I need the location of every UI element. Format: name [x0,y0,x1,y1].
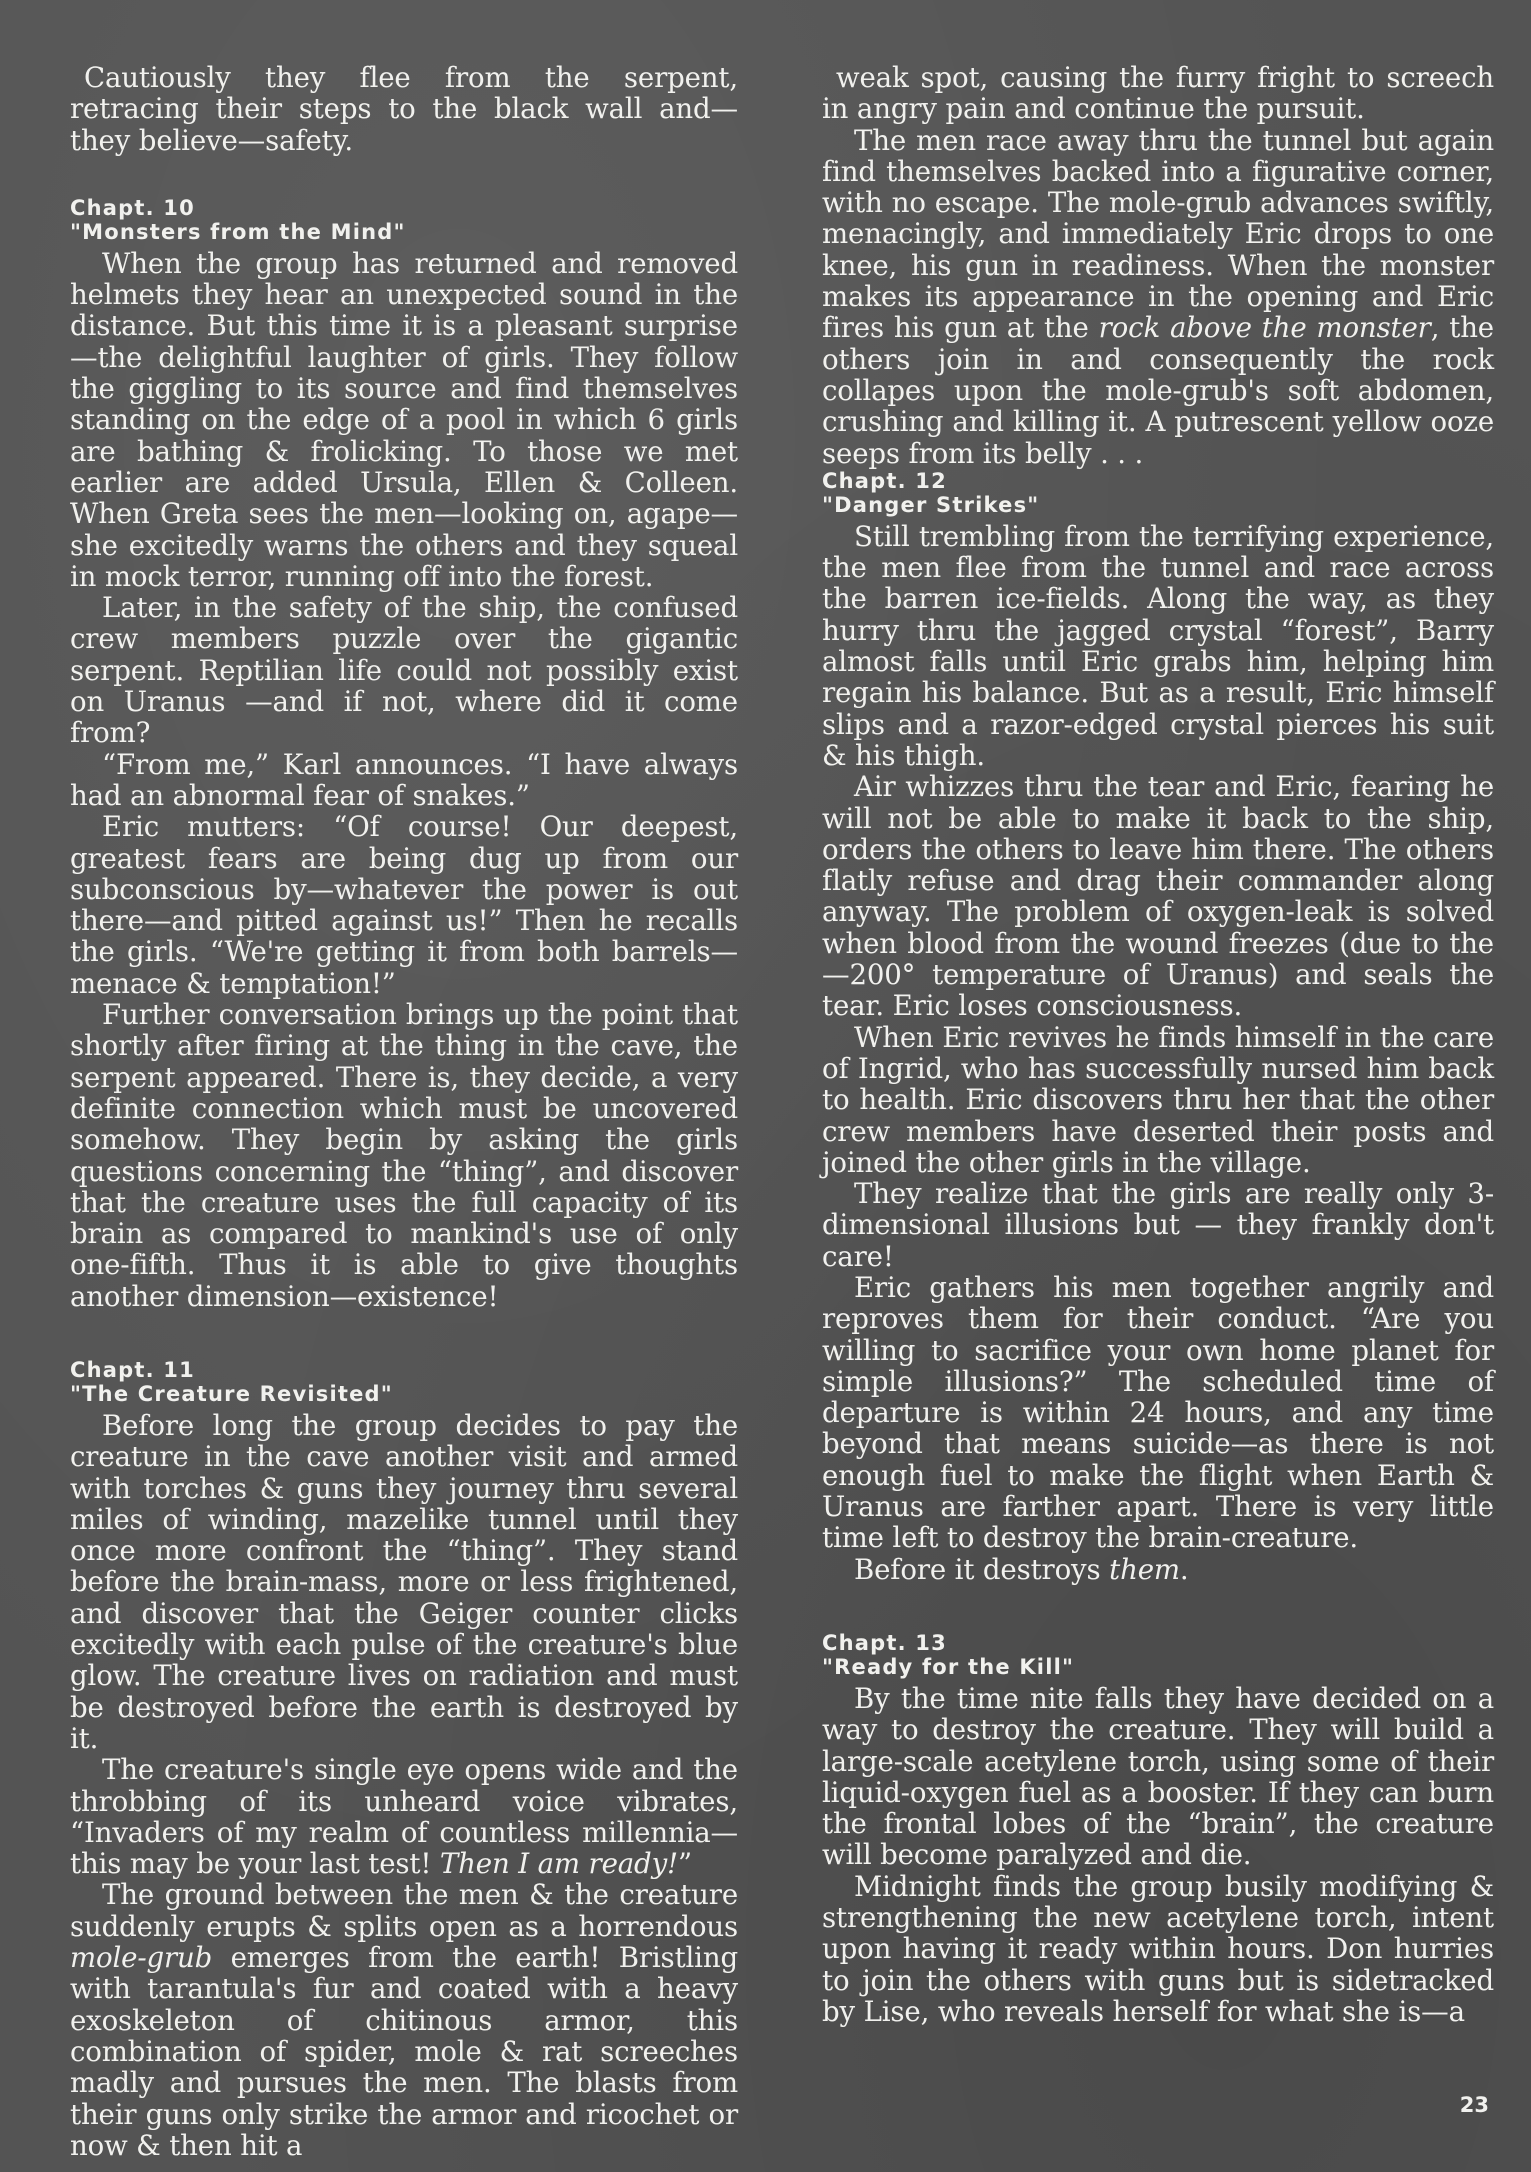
paragraph: Midnight finds the group busily modifying & strengthening the new acetylene torch, intent upon having it ready within hours. Don hurries to join the others with guns but is sidetracked by Lise, who reveals herself for what she is—a [822,1869,1494,2028]
chapter-title: "Ready for the Kill" [822,1654,1075,1679]
text-run: The ground between the men & the creature suddenly erupts & splits open as a horrendous [70,1878,738,1943]
paragraph [822,1554,1494,1585]
text-run: emerges from the earth! Bristling with tarantula's fur and coated with a heavy exoskeleton of chitinous armor, this combination of spider, mole & rat screeches madly and pursues the men. The blasts from their guns only strike the armor and ricochet or now & then hit a [70,1941,738,2162]
right-column [822,62,1494,2027]
chapter-title: "Danger Strikes" [822,492,1040,517]
chapter-10 [70,196,738,1312]
chapter-13 [822,1631,1494,2027]
paragraph: They realize that the girls are really only 3-dimensional illusions but — they frankly don't care! [822,1177,1494,1273]
text-run: The creature's single eye opens wide and the throbbing of its unheard voice vibrates, “Invaders of my realm of countless millennia—this may be your last test! [70,1753,738,1881]
paragraph: Still trembling from the terrifying experience, the men flee from the tunnel and race across the barren ice-fields. Along the way, as they hurry thru the jagged crystal “forest”, Barry almost falls until Eric grabs him, helping him regain his balance. But as a result, Eric himself slips and a razor-edged crystal pierces his suit & his thigh. [822,519,1494,772]
text-run: ” [677,1847,692,1881]
paragraph: Air whizzes thru the tear and Eric, fearing he will not be able to make it back to the ship, orders the others to leave him there. The others flatly refuse and drag their commander along anyway. The problem of oxygen-leak is solved when blood from the wound freezes (due to the —200° temperature of Uranus) and seals the tear. Eric loses consciousness. [822,770,1494,1023]
paragraph: Eric gathers his men together angrily and reproves them for their conduct. “Are you willing to sacrifice your own home planet for simple illusions?” The scheduled time of departure is within 24 hours, and any time beyond that means suicide—as there is not enough fuel to make the flight when Earth & Uranus are farther apart. There is very little time left to destroy the brain-creature. [822,1270,1494,1555]
chapter-title: "Monsters from the Mind" [70,219,406,244]
chapter-number: Chapt. 11 [70,1357,195,1382]
paragraph: “From me,” Karl announces. “I have always had an abnormal fear of snakes.” [70,747,738,812]
paragraph: Later, in the safety of the ship, the confused crew members puzzle over the gigantic serpent. Reptilian life could not possibly exist on Uranus —and if not, where did it come from? [70,591,738,750]
text-run: The men race away thru the tunnel but again find themselves backed into a figurative corner, with no escape. The mole-grub advances swiftly, menacingly, and immediately Eric drops to one knee, his gun in readiness. When the monster makes its appearance in the opening and Eric fires his gun at the [822,123,1494,345]
chapter-12 [822,469,1494,1585]
italic-run: mole-grub [70,1941,213,1975]
chapter-11 [70,1358,738,2161]
chapter-title: "The Creature Revisited" [70,1381,393,1406]
paragraph: Eric mutters: “Of course! Our deepest, greatest fears are being dug up from our subconscious by—whatever the power is out there—and pitted against us!” Then he recalls the girls. “We're getting it from both barrels—menace & temptation!” [70,810,738,1000]
italic-run: them [1109,1552,1180,1586]
intro-paragraph: Cautiously they flee from the serpent, retracing their steps to the black wall and—they believe—safety. [70,61,738,157]
paragraph: By the time nite falls they have decided on a way to destroy the creature. They will build a large-scale acetylene torch, using some of their liquid-oxygen fuel as a booster. If they can burn the frontal lobes of the “brain”, the creature will become paralyzed and die. [822,1681,1494,1872]
chapter-number: Chapt. 10 [70,195,195,220]
paragraph [70,1754,738,1879]
text-run: Before it destroys [854,1552,1110,1586]
page-number: 23 [1459,2093,1489,2117]
text-run: . [1179,1552,1189,1586]
left-column [70,62,738,2161]
paragraph [822,125,1494,469]
italic-run: rock above the monster [1098,311,1431,345]
italic-run: Then I am ready! [439,1847,678,1881]
paragraph: When the group has returned and removed helmets they hear an unexpected sound in the distance. But this time it is a pleasant surprise —the delightful laughter of girls. They follow the giggling to its source and find themselves standing on the edge of a pool in which 6 girls are bathing & frolicking. To those we met earlier are added Ursula, Ellen & Colleen. When Greta sees the men—looking on, agape—she excitedly warns the others and they squeal in mock terror, running off into the forest. [70,246,738,593]
paragraph: When Eric revives he finds himself in the care of Ingrid, who has successfully nursed him back to health. Eric discovers thru her that the other crew members have deserted their posts and joined the other girls in the village. [822,1020,1494,1179]
text-run: , the others join in and consequently the rock collapes upon the mole-grub's soft abdomen, crushing and killing it. A putrescent yellow ooze seeps from its belly . . . [822,311,1494,470]
continued-paragraph: weak spot, causing the furry fright to screech in angry pain and continue the pursuit. [822,61,1494,126]
paragraph [70,1879,738,2161]
paragraph: Before long the group decides to pay the creature in the cave another visit and armed with torches & guns they journey thru several miles of winding, mazelike tunnel until they once more confront the “thing”. They stand before the brain-mass, more or less frightened, and discover that the Geiger counter clicks excitedly with each pulse of the creature's blue glow. The creature lives on radiation and must be destroyed before the earth is destroyed by it. [70,1408,738,1755]
chapter-number: Chapt. 12 [822,468,947,493]
chapter-number: Chapt. 13 [822,1630,947,1655]
paragraph: Further conversation brings up the point that shortly after firing at the thing in the cave, the serpent appeared. There is, they decide, a very definite connection which must be uncovered somehow. They begin by asking the girls questions concerning the “thing”, and discover that the creature uses the full capacity of its brain as compared to mankind's use of only one-fifth. Thus it is able to give thoughts another dimension—existence! [70,998,738,1313]
